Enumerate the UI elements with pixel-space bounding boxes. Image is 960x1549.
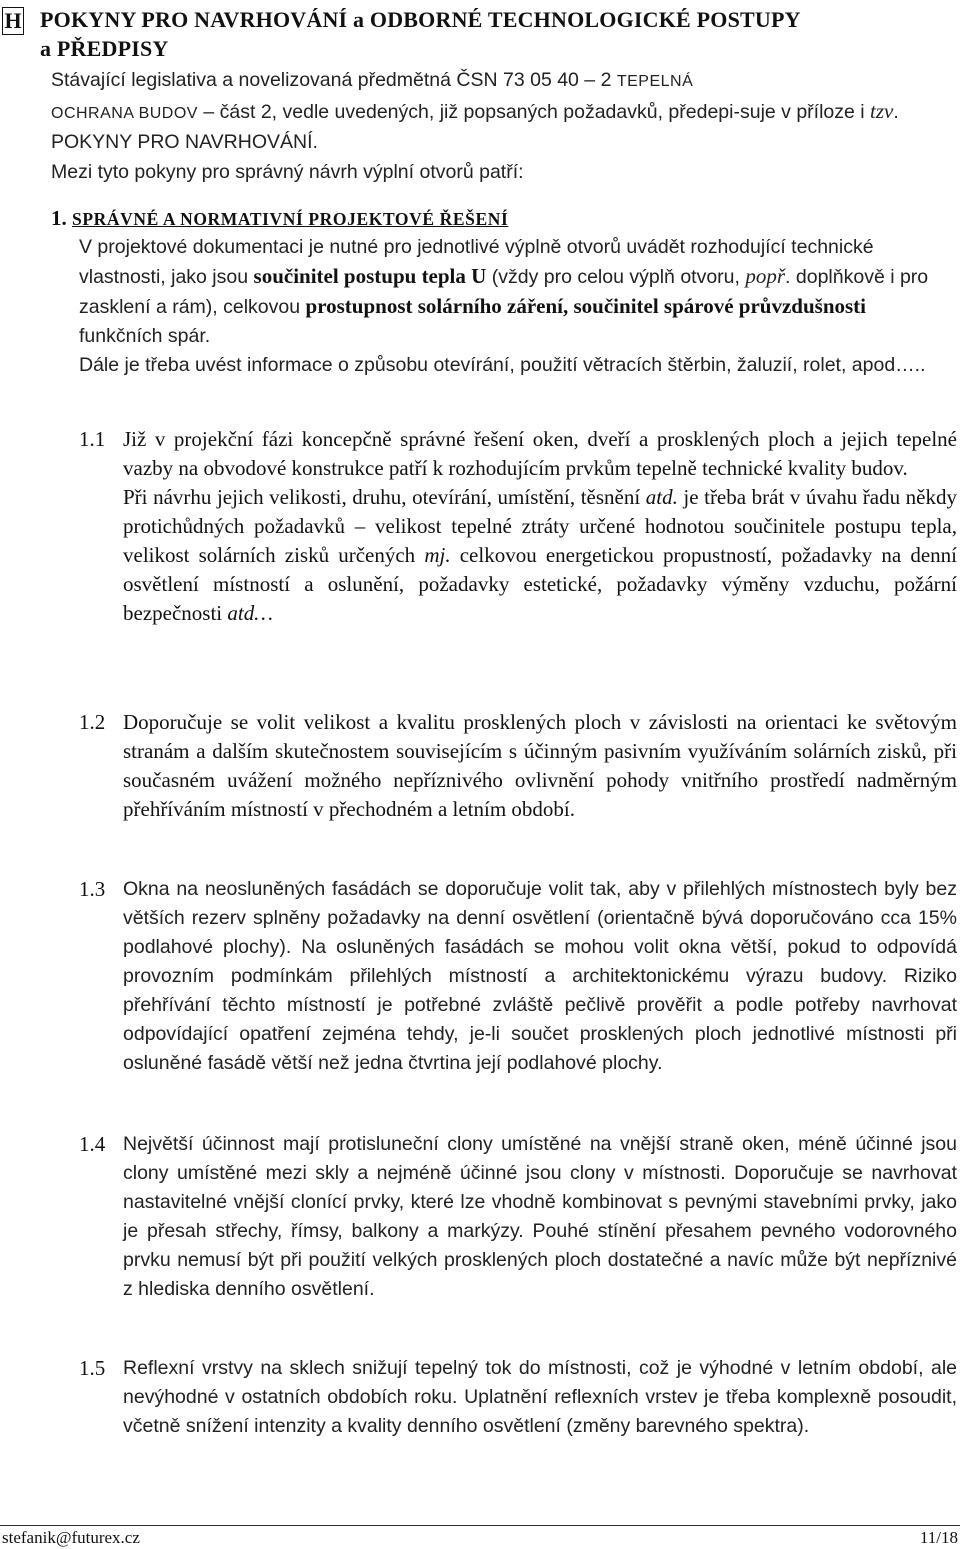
section-1-heading: 1. SPRÁVNÉ A NORMATIVNÍ PROJEKTOVÉ ŘEŠENÍ <box>51 206 509 230</box>
item-1-5: 1.5 Reflexní vrstvy na sklech snižují tepelný tok do místnosti, což je výhodné v letním období, ale nevýhodné v ostatních obdobích roku. Uplatnění reflexních vrstev je třeba komplexně posoudit, včetně snížení intenzity a kvality denního osvětlení (změny barevného spektra). <box>79 1354 957 1441</box>
title-line-1: POKYNY PRO NAVRHOVÁNÍ a ODBORNÉ TECHNOLOGICKÉ POSTUPY <box>40 7 801 32</box>
item-1-2: 1.2 Doporučuje se volit velikost a kvalitu prosklených ploch v závislosti na orientaci ke světovým stranám a dalším skutečnostem souvisejícím s účinným pasivním využíváním solárních zisků, při současném uvážení možného nepříznivého ovlivnění pohody vnitřního prostředí nadměrným přehříváním místností v přechodném a letním období. <box>79 708 957 824</box>
item-1-2-text: Doporučuje se volit velikost a kvalitu prosklených ploch v závislosti na orientaci ke světovým stranám a dalším skutečnostem souvisejícím s účinným pasivním využíváním solárních zisků, při současném uvážení možného nepříznivého ovlivnění pohody vnitřního prostředí nadměrným přehříváním místností v přechodném a letním období. <box>123 710 957 821</box>
section-1-paragraph-1: V projektové dokumentaci je nutné pro jednotlivé výplně otvorů uvádět rozhodující technické vlastnosti, jako jsou součinitel postupu tepla U (vždy pro celou výplň otvoru, popř. doplňkově i pro zasklení a rám), celkovou prostupnost solárního záření, součinitel spárové průvzdušnosti funkčních spár. <box>79 236 929 347</box>
page-title <box>40 5 940 63</box>
section-1-paragraph-2: Dále je třeba uvést informace o způsobu otevírání, použití větracích štěrbin, žaluzií, rolet, apod….. <box>79 354 926 376</box>
item-1-4: 1.4 Největší účinnost mají protisluneční clony umístěné na vnější straně oken, méně účinné jsou clony umístěné mezi skly a nejméně účinné jsou clony v místnosti. Doporučuje se navrhovat nastavitelné vnější clonící prvky, které lze vhodně kombinovat s pevnými stavebními prvky, jako je přesah střechy, římsy, balkony a markýzy. Pouhé stínění přesahem pevného vodorovného prvku nemusí být při použití velkých prosklených ploch dostatečné a navíc může být nepříznivé z hlediska denního osvětlení. <box>79 1130 957 1304</box>
intro-paragraph: Stávající legislativa a novelizovaná předmětná ČSN 73 05 40 – 2 TEPELNÁ OCHRANA BUDOV – část 2, vedle uvedených, již popsaných požadavků, předepi-suje v příloze i tzv. POKYNY PRO NAVRHOVÁNÍ. Mezi tyto pokyny pro správný návrh výplní otvorů patří: <box>51 69 899 183</box>
title-line-2: a PŘEDPISY <box>40 36 169 61</box>
section-letter-box: H <box>2 7 24 35</box>
intro-line-4: Mezi tyto pokyny pro správný návrh výplní otvorů patří: <box>51 160 524 183</box>
item-1-3: 1.3 Okna na neosluněných fasádách se doporučuje volit tak, aby v přilehlých místnostech byly bez větších rezerv splněny požadavky na denní osvětlení (orientačně bývá doporučováno cca 15% podlahové plochy). Na osluněných fasádách se mohou volit okna větší, pokud to odpovídá provozním podmínkám přilehlých místností a architektonickému výrazu budovy. Riziko přehřívání těchto místností je potřebné zvláště pečlivě prověřit a podle potřeby navrhovat odpovídající opatření zejména tehdy, je-li součet prosklených ploch jednotlivé místnosti při osluněné fasádě větší než jedna čtvrtina její podlahové plochy. <box>79 875 957 1078</box>
section-1-body <box>79 233 939 380</box>
footer-rule <box>0 1525 960 1526</box>
footer-page-number: 11/18 <box>919 1528 958 1547</box>
item-1-5-text: Reflexní vrstvy na sklech snižují tepelný tok do místnosti, což je výhodné v letním období, ale nevýhodné v ostatních obdobích roku. Uplatnění reflexních vrstev je třeba komplexně posoudit, včetně snížení intenzity a kvality denního osvětlení (změny barevného spektra). <box>123 1357 957 1437</box>
footer-email: stefanik@futurex.cz <box>2 1528 140 1547</box>
item-1-1-text-b: Při návrhu jejich velikosti, druhu, otevírání, umístění, těsnění atd. je třeba brát v úvahu řadu někdy protichůdných požadavků – velikost tepelné ztráty určené hodnotou součinitele postupu tepla, velikost solárních zisků určených mj. celkovou energetickou propustností, požadavky na denní osvětlení místností a oslunění, požadavky estetické, požadavky výměny vzduchu, požární bezpečnosti atd… <box>123 485 957 625</box>
item-1-1-text-a: Již v projekční fázi koncepčně správné řešení oken, dveří a prosklených ploch a jejich tepelné vazby na obvodové konstrukce patří k rozhodujícím prvkům tepelně technické kvality budov. <box>123 427 957 480</box>
item-1-4-text: Největší účinnost mají protisluneční clony umístěné na vnější straně oken, méně účinné jsou clony umístěné mezi skly a nejméně účinné jsou clony v místnosti. Doporučuje se navrhovat nastavitelné vnější clonící prvky, které lze vhodně kombinovat s pevnými stavebními prvky, jako je přesah střechy, římsy, balkony a markýzy. Pouhé stínění přesahem pevného vodorovného prvku nemusí být při použití velkých prosklených ploch dostatečné a navíc může být nepříznivé z hlediska denního osvětlení. <box>123 1133 957 1300</box>
item-1-3-text: Okna na neosluněných fasádách se doporučuje volit tak, aby v přilehlých místnostech byly bez větších rezerv splněny požadavky na denní osvětlení (orientačně bývá doporučováno cca 15% podlahové plochy). Na osluněných fasádách se mohou volit okna větší, pokud to odpovídá provozním podmínkám přilehlých místností a architektonickému výrazu budovy. Riziko přehřívání těchto místností je potřebné zvláště pečlivě prověřit a podle potřeby navrhovat odpovídající opatření zejména tehdy, je-li součet prosklených ploch jednotlivé místnosti při osluněné fasádě větší než jedna čtvrtina její podlahové plochy. <box>123 878 957 1074</box>
item-1-1: 1.1 Již v projekční fázi koncepčně správné řešení oken, dveří a prosklených ploch a jejich tepelné vazby na obvodové konstrukce patří k rozhodujícím prvkům tepelně technické kvality budov. Při návrhu jejich velikosti, druhu, otevírání, umístění, těsnění atd. je třeba brát v úvahu řadu někdy protichůdných požadavků – velikost tepelné ztráty určené hodnotou součinitele postupu tepla, velikost solárních zisků určených mj. celkovou energetickou propustností, požadavky na denní osvětlení místností a oslunění, požadavky estetické, požadavky výměny vzduchu, požární bezpečnosti atd… <box>79 425 957 628</box>
